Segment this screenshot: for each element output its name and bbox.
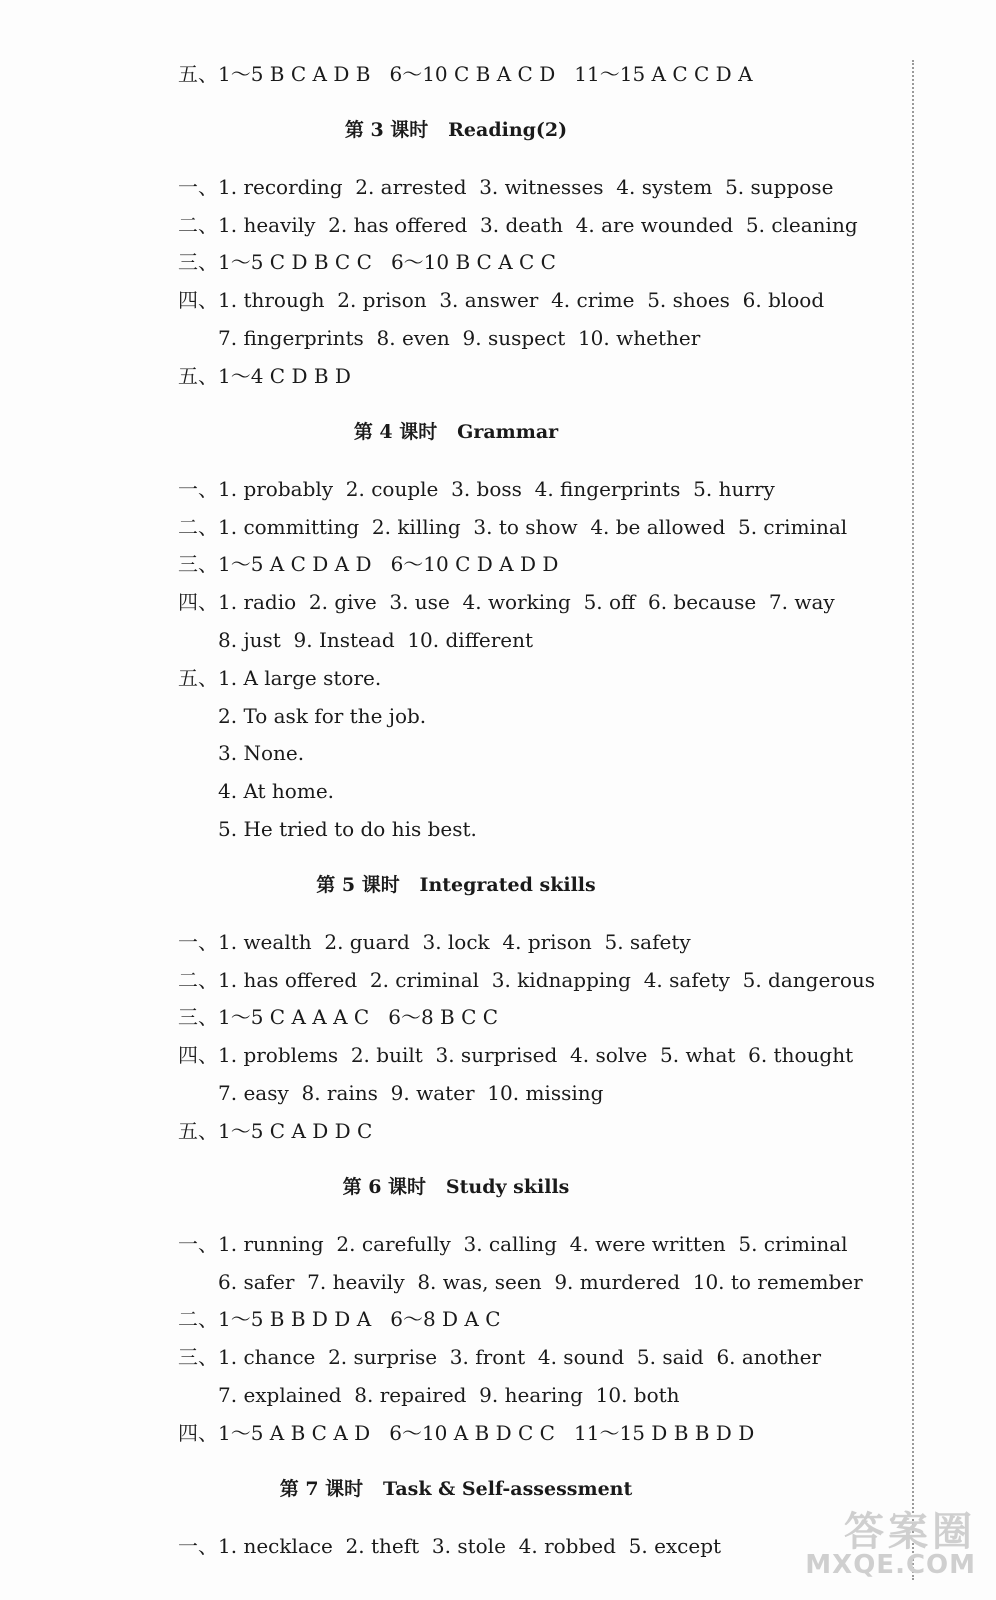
dotted-margin-line bbox=[912, 60, 914, 1580]
answer-line: 一、1. recording 2. arrested 3. witnesses 4. system 5. suppose bbox=[178, 175, 834, 199]
section-heading: 第 4 课时 Grammar bbox=[353, 421, 559, 443]
answer-line: 三、1～5 A C D A D 6～10 C D A D D bbox=[178, 552, 559, 576]
watermark-url: MXQE.COM bbox=[805, 1550, 976, 1580]
answer-line: 五、1～5 C A D D C bbox=[178, 1119, 373, 1143]
answer-line: 四、1. radio 2. give 3. use 4. working 5. off 6. because 7. way bbox=[178, 590, 835, 614]
section-heading: 第 5 课时 Integrated skills bbox=[316, 874, 596, 896]
answer-line: 7. easy 8. rains 9. water 10. missing bbox=[218, 1081, 604, 1105]
answer-line: 一、1. running 2. carefully 3. calling 4. were written 5. criminal bbox=[178, 1232, 848, 1256]
answer-line: 二、1～5 B B D D A 6～8 D A C bbox=[178, 1307, 501, 1331]
answer-line: 四、1. problems 2. built 3. surprised 4. solve 5. what 6. thought bbox=[178, 1043, 854, 1067]
answer-line: 五、1～5 B C A D B 6～10 C B A C D 11～15 A C C D A bbox=[178, 62, 753, 86]
answer-line: 7. explained 8. repaired 9. hearing 10. both bbox=[218, 1383, 680, 1407]
answer-line: 三、1～5 C A A A C 6～8 B C C bbox=[178, 1005, 499, 1029]
answer-line: 二、1. heavily 2. has offered 3. death 4. are wounded 5. cleaning bbox=[178, 213, 858, 237]
answer-line: 一、1. wealth 2. guard 3. lock 4. prison 5. safety bbox=[178, 930, 691, 954]
section-heading: 第 6 课时 Study skills bbox=[342, 1176, 570, 1198]
answer-line: 一、1. necklace 2. theft 3. stole 4. robbed 5. except bbox=[178, 1534, 722, 1558]
answer-line: 四、1～5 A B C A D 6～10 A B D C C 11～15 D B B D D bbox=[178, 1421, 755, 1445]
answer-line: 6. safer 7. heavily 8. was, seen 9. murdered 10. to remember bbox=[218, 1270, 863, 1294]
answer-line: 8. just 9. Instead 10. different bbox=[218, 628, 534, 652]
answer-line: 五、1. A large store. bbox=[178, 666, 382, 690]
answer-line: 五、1～4 C D B D bbox=[178, 364, 351, 388]
answer-line: 7. fingerprints 8. even 9. suspect 10. whether bbox=[218, 326, 701, 350]
section-heading: 第 3 课时 Reading(2) bbox=[344, 119, 568, 141]
section-heading: 第 7 课时 Task & Self-assessment bbox=[279, 1478, 633, 1500]
watermark-title: 答案圈 bbox=[844, 1509, 976, 1555]
answer-line: 一、1. probably 2. couple 3. boss 4. fingerprints 5. hurry bbox=[178, 477, 775, 501]
answer-line: 5. He tried to do his best. bbox=[218, 817, 477, 841]
answer-line: 三、1～5 C D B C C 6～10 B C A C C bbox=[178, 250, 556, 274]
answer-line: 3. None. bbox=[218, 741, 305, 765]
answer-line: 四、1. through 2. prison 3. answer 4. crime 5. shoes 6. blood bbox=[178, 288, 825, 312]
answer-line: 2. To ask for the job. bbox=[218, 704, 427, 728]
answer-line: 二、1. has offered 2. criminal 3. kidnapping 4. safety 5. dangerous bbox=[178, 968, 876, 992]
watermark-logo bbox=[805, 1509, 976, 1580]
answer-line: 4. At home. bbox=[218, 779, 335, 803]
answer-line: 二、1. committing 2. killing 3. to show 4. be allowed 5. criminal bbox=[178, 515, 848, 539]
answer-line: 三、1. chance 2. surprise 3. front 4. sound 5. said 6. another bbox=[178, 1345, 822, 1369]
